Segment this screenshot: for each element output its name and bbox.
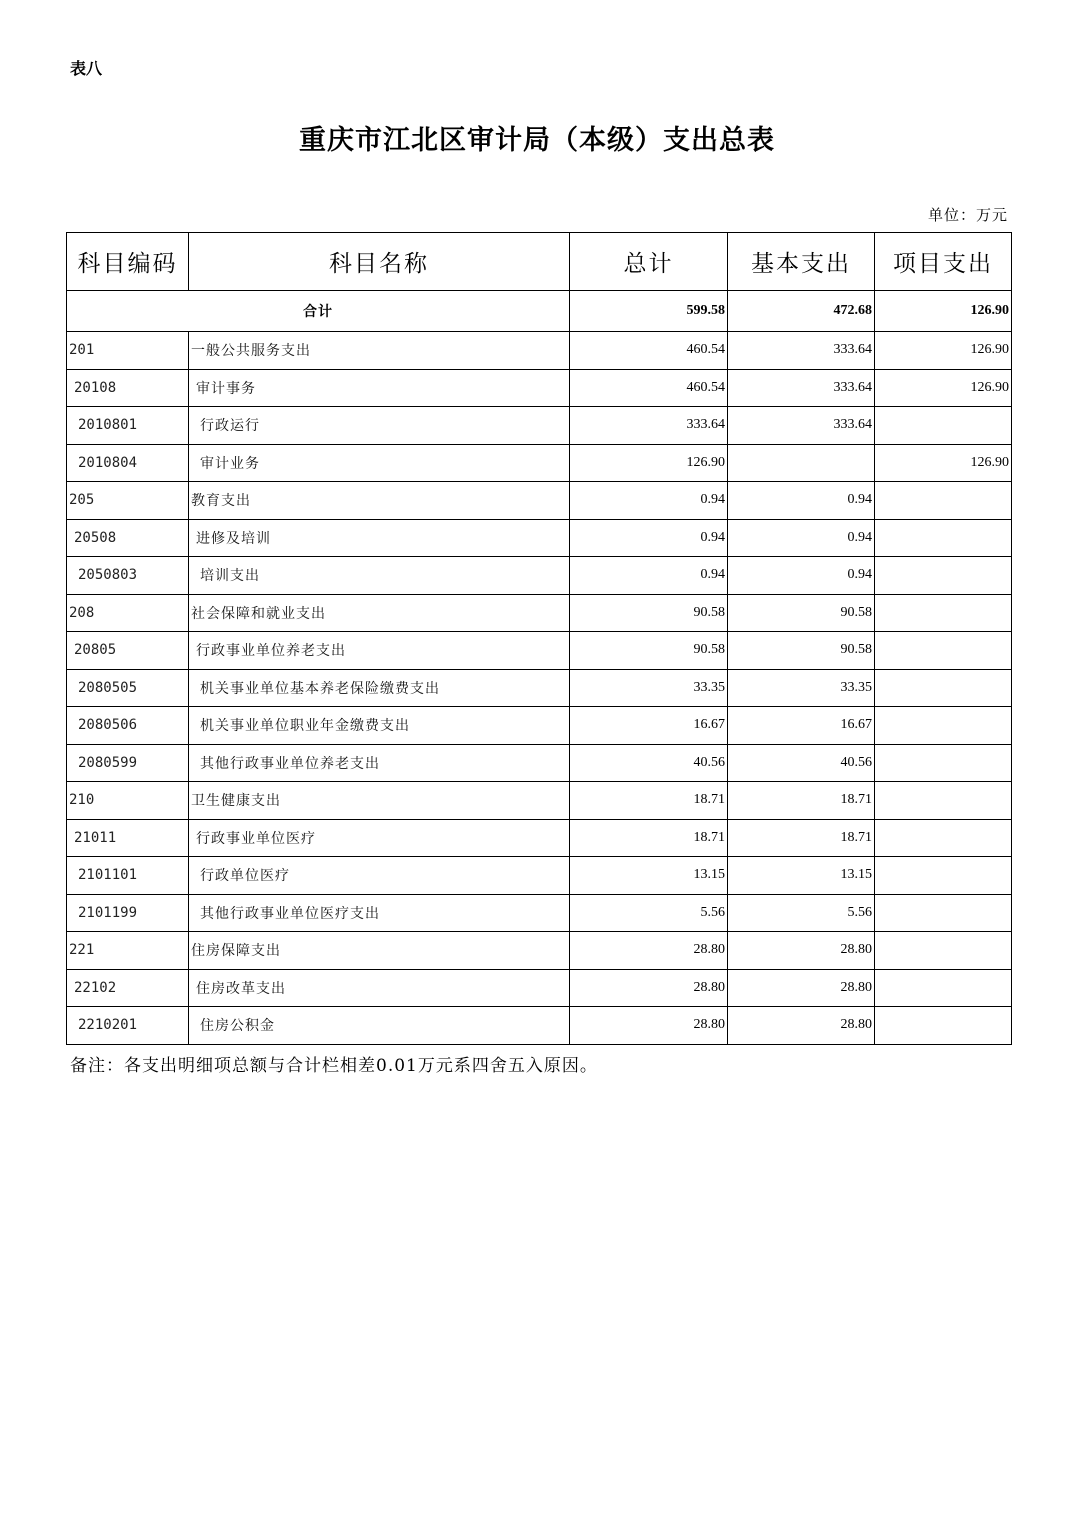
row-code: 22102 (67, 969, 189, 1007)
expenditure-table (66, 232, 1012, 1045)
row-basic: 0.94 (728, 482, 875, 520)
row-basic: 90.58 (728, 594, 875, 632)
row-basic: 40.56 (728, 744, 875, 782)
row-code: 210 (67, 782, 189, 820)
row-name: 审计业务 (189, 444, 570, 482)
row-name: 其他行政事业单位养老支出 (189, 744, 570, 782)
row-basic: 0.94 (728, 519, 875, 557)
header-row (67, 233, 1012, 291)
row-total: 0.94 (570, 482, 728, 520)
row-project (875, 744, 1012, 782)
table-row (67, 932, 1012, 970)
row-project (875, 782, 1012, 820)
row-basic: 28.80 (728, 932, 875, 970)
row-project (875, 632, 1012, 670)
table-row (67, 894, 1012, 932)
table-row (67, 819, 1012, 857)
row-code: 20108 (67, 369, 189, 407)
row-code: 2080505 (67, 669, 189, 707)
row-name: 行政事业单位医疗 (189, 819, 570, 857)
row-name: 住房改革支出 (189, 969, 570, 1007)
table-row (67, 669, 1012, 707)
table-row (67, 707, 1012, 745)
header-code: 科目编码 (67, 233, 189, 291)
row-name: 卫生健康支出 (189, 782, 570, 820)
table-tag: 表八 (70, 59, 103, 78)
table-row (67, 744, 1012, 782)
row-basic: 16.67 (728, 707, 875, 745)
table-row (67, 407, 1012, 445)
table-row (67, 782, 1012, 820)
row-name: 行政单位医疗 (189, 857, 570, 895)
row-code: 2101101 (67, 857, 189, 895)
row-total: 460.54 (570, 369, 728, 407)
row-project (875, 857, 1012, 895)
row-name: 进修及培训 (189, 519, 570, 557)
page-title: 重庆市江北区审计局（本级）支出总表 (299, 125, 775, 156)
row-basic (728, 444, 875, 482)
header-name: 科目名称 (189, 233, 570, 291)
row-basic: 28.80 (728, 1007, 875, 1045)
row-code: 2101199 (67, 894, 189, 932)
row-project: 126.90 (875, 332, 1012, 370)
row-total: 33.35 (570, 669, 728, 707)
row-name: 机关事业单位基本养老保险缴费支出 (189, 669, 570, 707)
table-row (67, 332, 1012, 370)
row-project (875, 932, 1012, 970)
unit-label: 单位：万元 (927, 206, 1008, 224)
row-project: 126.90 (875, 369, 1012, 407)
row-total: 90.58 (570, 594, 728, 632)
row-total: 16.67 (570, 707, 728, 745)
row-total: 28.80 (570, 1007, 728, 1045)
row-basic: 333.64 (728, 332, 875, 370)
row-project (875, 594, 1012, 632)
row-basic: 33.35 (728, 669, 875, 707)
total-sum: 599.58 (570, 291, 728, 332)
row-basic: 18.71 (728, 819, 875, 857)
row-code: 2080599 (67, 744, 189, 782)
row-name: 行政运行 (189, 407, 570, 445)
row-code: 2080506 (67, 707, 189, 745)
row-code: 208 (67, 594, 189, 632)
row-name: 住房公积金 (189, 1007, 570, 1045)
row-total: 0.94 (570, 519, 728, 557)
table-row (67, 594, 1012, 632)
row-basic: 13.15 (728, 857, 875, 895)
row-total: 90.58 (570, 632, 728, 670)
header-basic: 基本支出 (728, 233, 875, 291)
row-project (875, 707, 1012, 745)
table-row (67, 369, 1012, 407)
table-row (67, 557, 1012, 595)
row-total: 0.94 (570, 557, 728, 595)
row-name: 其他行政事业单位医疗支出 (189, 894, 570, 932)
row-code: 2050803 (67, 557, 189, 595)
row-project (875, 407, 1012, 445)
row-project (875, 819, 1012, 857)
row-code: 205 (67, 482, 189, 520)
row-total: 40.56 (570, 744, 728, 782)
row-project (875, 1007, 1012, 1045)
table-row (67, 857, 1012, 895)
row-name: 一般公共服务支出 (189, 332, 570, 370)
row-basic: 18.71 (728, 782, 875, 820)
total-row (67, 291, 1012, 332)
row-name: 培训支出 (189, 557, 570, 595)
row-code: 2010801 (67, 407, 189, 445)
row-name: 机关事业单位职业年金缴费支出 (189, 707, 570, 745)
row-name: 行政事业单位养老支出 (189, 632, 570, 670)
row-total: 460.54 (570, 332, 728, 370)
row-code: 20508 (67, 519, 189, 557)
row-total: 28.80 (570, 932, 728, 970)
table-row (67, 969, 1012, 1007)
row-total: 28.80 (570, 969, 728, 1007)
row-code: 2010804 (67, 444, 189, 482)
row-total: 18.71 (570, 782, 728, 820)
row-name: 审计事务 (189, 369, 570, 407)
row-total: 18.71 (570, 819, 728, 857)
total-basic: 472.68 (728, 291, 875, 332)
row-project: 126.90 (875, 444, 1012, 482)
total-label: 合计 (67, 291, 570, 332)
row-code: 21011 (67, 819, 189, 857)
row-basic: 0.94 (728, 557, 875, 595)
row-code: 221 (67, 932, 189, 970)
row-total: 126.90 (570, 444, 728, 482)
row-project (875, 669, 1012, 707)
table-row (67, 519, 1012, 557)
row-project (875, 894, 1012, 932)
row-basic: 90.58 (728, 632, 875, 670)
row-project (875, 969, 1012, 1007)
row-project (875, 519, 1012, 557)
row-basic: 28.80 (728, 969, 875, 1007)
row-basic: 333.64 (728, 407, 875, 445)
table-row (67, 632, 1012, 670)
row-project (875, 557, 1012, 595)
row-total: 333.64 (570, 407, 728, 445)
header-project: 项目支出 (875, 233, 1012, 291)
row-name: 社会保障和就业支出 (189, 594, 570, 632)
row-name: 住房保障支出 (189, 932, 570, 970)
row-total: 5.56 (570, 894, 728, 932)
table-row (67, 482, 1012, 520)
header-total: 总计 (570, 233, 728, 291)
row-code: 2210201 (67, 1007, 189, 1045)
row-code: 201 (67, 332, 189, 370)
row-total: 13.15 (570, 857, 728, 895)
row-basic: 5.56 (728, 894, 875, 932)
table-row (67, 1007, 1012, 1045)
footnote: 备注：各支出明细项总额与合计栏相差0.01万元系四舍五入原因。 (70, 1056, 598, 1076)
row-basic: 333.64 (728, 369, 875, 407)
row-name: 教育支出 (189, 482, 570, 520)
row-project (875, 482, 1012, 520)
table-row (67, 444, 1012, 482)
row-code: 20805 (67, 632, 189, 670)
total-project: 126.90 (875, 291, 1012, 332)
